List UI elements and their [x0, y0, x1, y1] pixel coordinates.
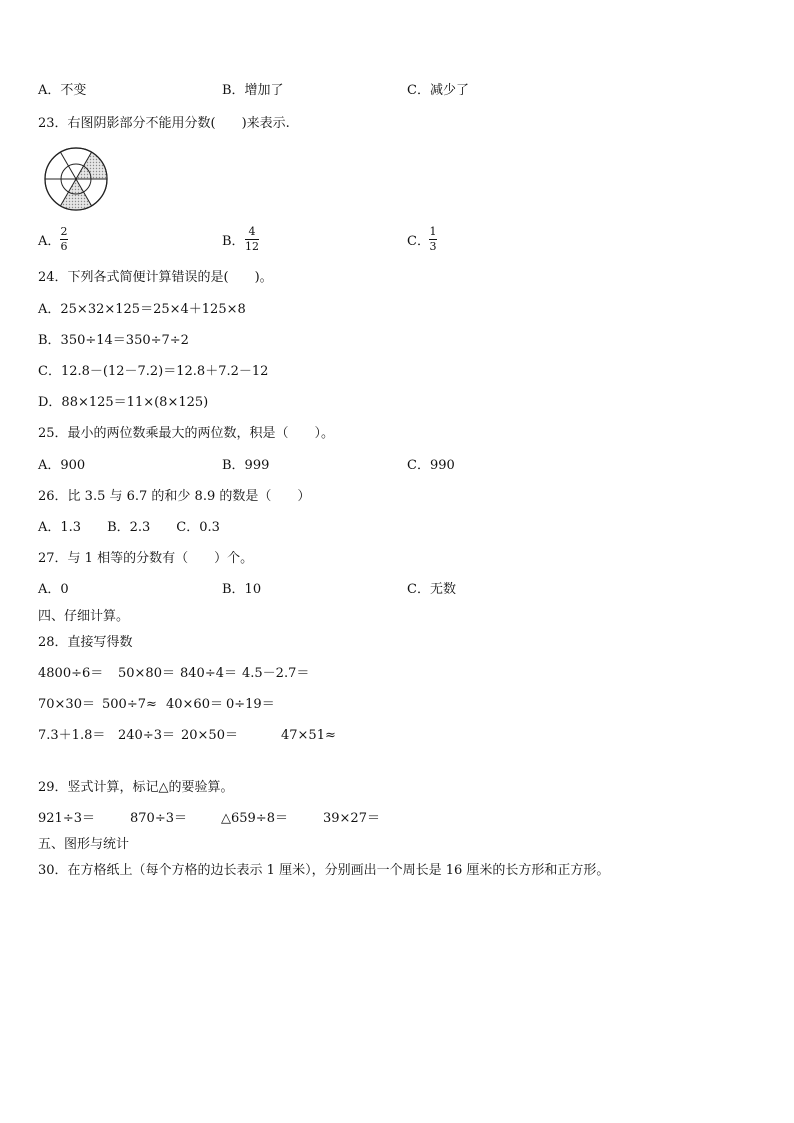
numerator: 1	[429, 225, 437, 238]
q28-item: 7.3＋1.8＝	[38, 728, 106, 743]
q28-item: 50×80＝	[118, 666, 175, 681]
q30-stem: 30．在方格纸上（每个方格的边长表示 1 厘米），分别画出一个周长是 16 厘米的长方形和正方形。	[38, 863, 610, 878]
q28-item: 47×51≈	[281, 728, 336, 743]
q25-option-b: B．999	[222, 458, 270, 473]
q29-item: 39×27＝	[323, 811, 380, 826]
q26-options: A．1.3 B．2.3 C．0.3	[38, 520, 220, 535]
q23-option-c-fraction	[429, 226, 437, 253]
q29-item: △659÷8＝	[221, 811, 288, 826]
numerator: 4	[248, 225, 256, 238]
q25-stem: 25．最小的两位数乘最大的两位数，积是（ ）。	[38, 426, 335, 441]
q28-item: 4.5－2.7＝	[242, 666, 310, 681]
q28-item: 240÷3＝	[118, 728, 175, 743]
q23-option-b-label: B．	[222, 234, 245, 249]
denominator: 12	[245, 240, 259, 253]
q28-item: 4800÷6＝	[38, 666, 104, 681]
q23-option-a-fraction	[60, 226, 68, 253]
q24-option-c: C．12.8－(12－7.2)＝12.8＋7.2－12	[38, 364, 269, 379]
numerator: 2	[60, 225, 68, 238]
q24-option-d: D．88×125＝11×(8×125)	[38, 395, 209, 410]
q28-item: 500÷7≈	[102, 697, 157, 712]
q25-option-a: A．900	[38, 458, 86, 473]
q28-item: 70×30＝	[38, 697, 95, 712]
q23-option-c-label: C．	[407, 234, 430, 249]
q24-option-a: A．25×32×125＝25×4＋125×8	[38, 302, 246, 317]
q23-option-a-label: A．	[38, 234, 61, 249]
q29-item: 870÷3＝	[130, 811, 187, 826]
q27-option-c: C．无数	[407, 582, 456, 597]
q28-item: 20×50＝	[181, 728, 238, 743]
section-5-heading: 五、图形与统计	[38, 837, 130, 852]
q27-option-a: A．0	[38, 582, 69, 597]
q27-option-b: B．10	[222, 582, 262, 597]
q28-stem: 28．直接写得数	[38, 635, 133, 650]
q28-item: 840÷4＝	[180, 666, 237, 681]
q22-option-c: C．减少了	[407, 83, 469, 98]
q26-stem: 26．比 3.5 与 6.7 的和少 8.9 的数是（ ）	[38, 489, 311, 504]
q25-option-c: C．990	[407, 458, 455, 473]
q23-stem: 23．右图阴影部分不能用分数( )来表示.	[38, 116, 290, 131]
q24-stem: 24．下列各式简便计算错误的是( )。	[38, 270, 273, 285]
q28-item: 40×60＝	[166, 697, 223, 712]
denominator: 3	[429, 240, 437, 253]
section-4-heading: 四、仔细计算。	[38, 609, 130, 624]
shaded-circle-figure-icon	[38, 146, 114, 212]
q22-option-b: B．增加了	[222, 83, 284, 98]
q22-option-a: A．不变	[38, 83, 87, 98]
denominator: 6	[60, 240, 68, 253]
q29-item: 921÷3＝	[38, 811, 95, 826]
q24-option-b: B．350÷14＝350÷7÷2	[38, 333, 189, 348]
q23-option-b-fraction	[245, 226, 259, 253]
q27-stem: 27．与 1 相等的分数有（ ）个。	[38, 551, 254, 566]
q28-item: 0÷19＝	[226, 697, 275, 712]
q29-stem: 29．竖式计算，标记△的要验算。	[38, 780, 234, 795]
